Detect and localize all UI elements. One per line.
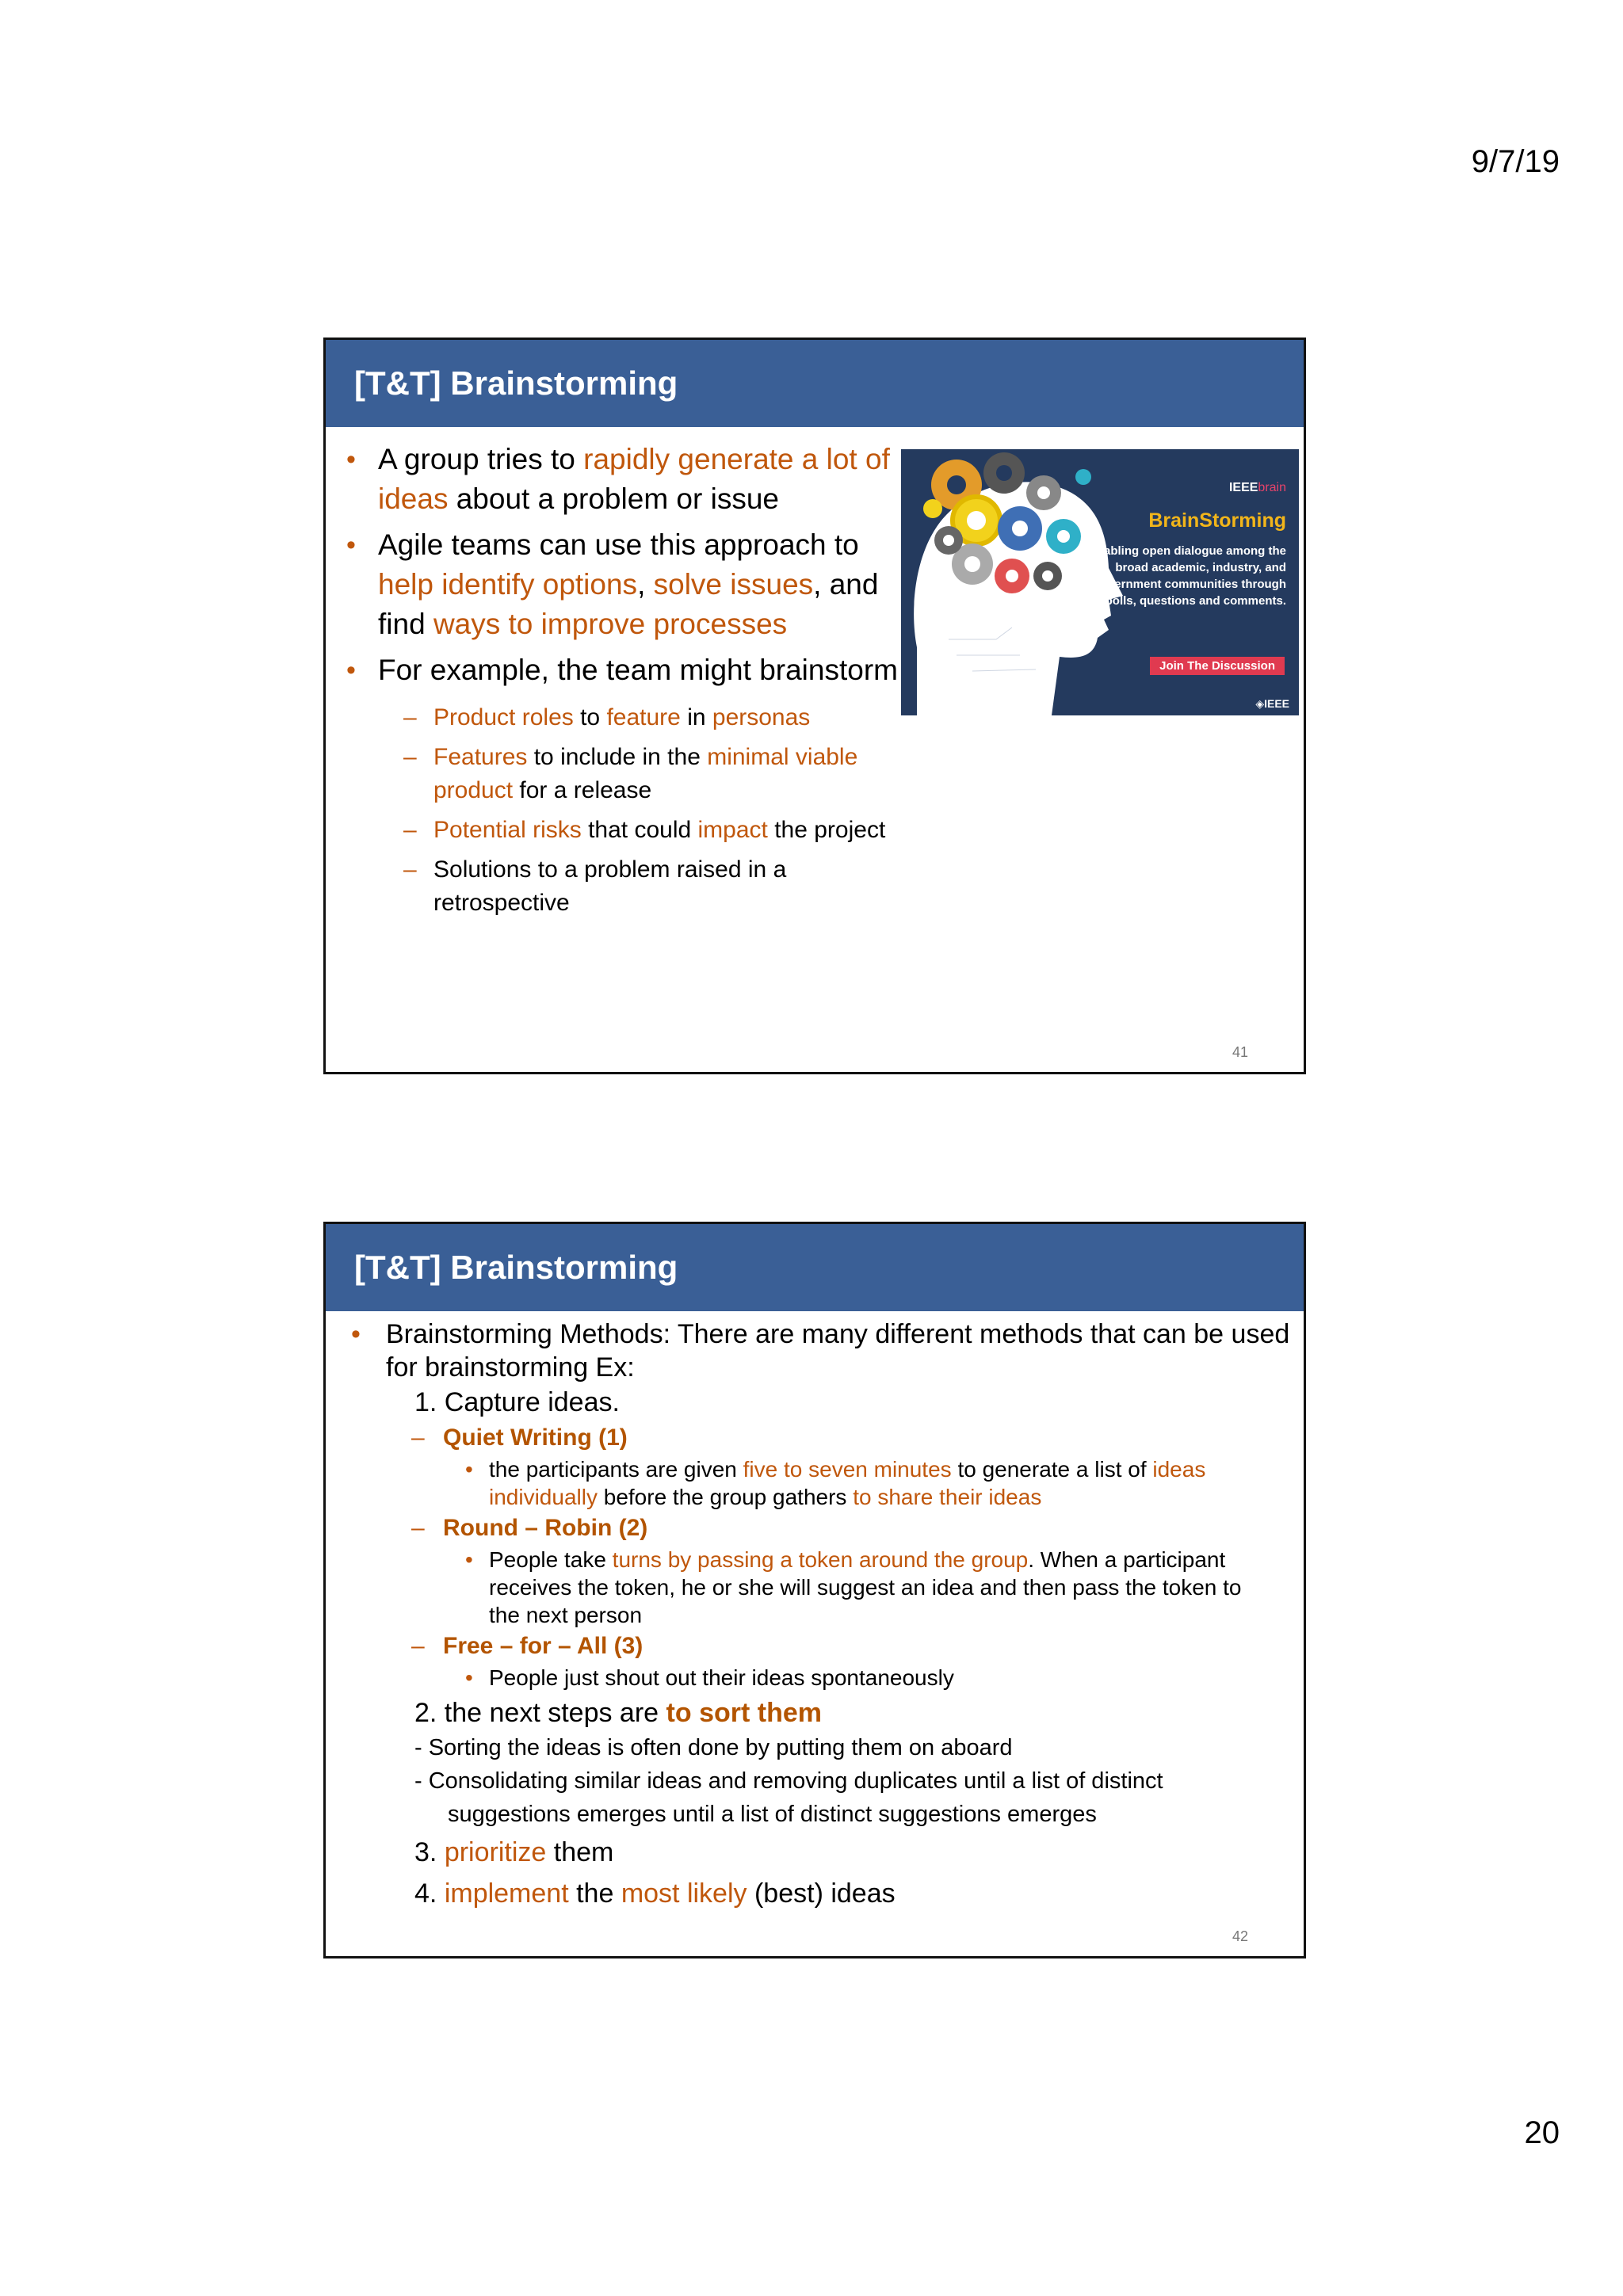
- banner-title: BrainStorming: [1148, 509, 1286, 532]
- slide-number: 41: [1232, 1044, 1248, 1060]
- bullet-highlight: solve issues: [653, 568, 814, 601]
- method-item: [340, 1421, 1291, 1455]
- step-highlight: prioritize: [444, 1837, 547, 1867]
- slide-42: [323, 1222, 1306, 1958]
- bullet-item: [340, 1318, 1291, 1384]
- sub-text: that could: [581, 817, 698, 843]
- method-label: Free – for – All (3): [443, 1633, 643, 1659]
- join-discussion-button: Join The Discussion: [1150, 657, 1285, 675]
- sub-text: Solutions to a problem raised in a retrospective: [433, 856, 787, 916]
- bullet-text: Brainstorming Methods: There are many different methods that can be used for brainstorming Ex:: [386, 1319, 1290, 1383]
- step-4: [340, 1875, 1291, 1912]
- sub-highlight: Potential risks: [433, 817, 582, 843]
- sub-bullet-item: [340, 814, 911, 847]
- sub-text: in: [680, 704, 712, 730]
- step-1: 1. Capture ideas.: [414, 1387, 620, 1417]
- sub-highlight: impact: [697, 817, 768, 843]
- bullet-highlight: ways to improve processes: [433, 608, 788, 640]
- brainstorming-banner-image: [901, 449, 1299, 715]
- bullet-dot-icon: •: [346, 655, 356, 685]
- sub-bullet-item: [340, 853, 911, 920]
- method-label: Quiet Writing (1): [443, 1425, 628, 1451]
- dash-icon: –: [403, 856, 417, 883]
- sort-line: - Consolidating similar ideas and removing duplicates until a list of distinct: [414, 1768, 1163, 1794]
- sub-bullet-item: [340, 741, 911, 807]
- ieee-brain-logo: [1229, 481, 1286, 495]
- sub-highlight: Product roles: [433, 704, 574, 730]
- bullet-dot-icon: •: [351, 1319, 361, 1349]
- bullet-dot-icon: •: [346, 530, 356, 560]
- bullet-dot-icon: •: [346, 444, 356, 475]
- bullet-text: Agile teams can use this approach to: [378, 528, 859, 561]
- desc-text: the participants are given: [489, 1457, 743, 1482]
- bullet-text: , and find: [378, 568, 879, 640]
- sub-highlight: Features: [433, 744, 528, 770]
- brand-prefix: IEEE: [1228, 481, 1258, 494]
- dash-icon: –: [403, 744, 417, 770]
- bullet-highlight: rapidly generate a lot of ideas: [378, 443, 890, 515]
- bullet-dot-icon: •: [465, 1457, 473, 1482]
- step-highlight: to sort them: [666, 1698, 822, 1728]
- bullet-highlight: help identify options: [378, 568, 638, 601]
- slide-number: 42: [1232, 1928, 1248, 1944]
- step-highlight: most likely: [621, 1878, 747, 1909]
- step-text: 4.: [414, 1878, 445, 1909]
- method-item: [340, 1629, 1291, 1664]
- step-text: the: [568, 1878, 621, 1909]
- desc-text: People take: [489, 1547, 613, 1572]
- dash-icon: –: [411, 1515, 425, 1541]
- sub-text: the project: [767, 817, 886, 843]
- slide-41: [323, 338, 1306, 1074]
- dash-icon: –: [411, 1425, 425, 1451]
- sort-line: - Sorting the ideas is often done by putting them on aboard: [414, 1735, 1013, 1760]
- desc-text: to generate a list of: [951, 1457, 1153, 1482]
- bullet-text: about a problem or issue: [448, 482, 779, 515]
- method-description: [340, 1546, 1291, 1629]
- method-description: [340, 1664, 1291, 1691]
- sub-text: for a release: [513, 777, 652, 803]
- bullet-text: A group tries to: [378, 443, 584, 475]
- slide-title: [T&T] Brainstorming: [354, 1249, 678, 1286]
- step-text: them: [546, 1837, 614, 1867]
- sub-highlight: minimal viable product: [433, 744, 858, 803]
- bullet-item: [340, 650, 911, 690]
- slide-header: [326, 1224, 1304, 1311]
- bullet-text: For example, the team might brainstorm: [378, 654, 898, 686]
- slide-body: [340, 1318, 1291, 1912]
- bullet-item: [340, 525, 911, 644]
- dash-icon: –: [411, 1633, 425, 1659]
- desc-text: before the group gathers: [597, 1485, 854, 1509]
- sub-highlight: personas: [712, 704, 811, 730]
- desc-text: People just shout out their ideas spontaneously: [489, 1665, 954, 1690]
- desc-highlight: ideas individually: [489, 1457, 1206, 1509]
- desc-highlight: five to seven minutes: [743, 1457, 952, 1482]
- desc-text: . When a participant receives the token, he or she will suggest an idea and then pass the token to the next person: [489, 1547, 1242, 1627]
- method-item: [340, 1511, 1291, 1546]
- step-highlight: implement: [444, 1878, 569, 1909]
- sub-bullet-item: [340, 701, 911, 734]
- step-2: [340, 1695, 1291, 1731]
- dash-icon: –: [403, 817, 417, 843]
- step-text: (best) ideas: [747, 1878, 896, 1909]
- sort-line: suggestions emerges until a list of distinct suggestions emerges: [448, 1802, 1097, 1827]
- slide-header: [326, 340, 1304, 427]
- step-text: 3.: [414, 1837, 445, 1867]
- method-label: Round – Robin (2): [443, 1515, 648, 1541]
- step-text: 2. the next steps are: [414, 1698, 666, 1728]
- sub-highlight: feature: [606, 704, 681, 730]
- page-date: 9/7/19: [1471, 144, 1560, 179]
- sub-text: to include in the: [527, 744, 708, 770]
- ieee-logo: ◈IEEE: [1255, 697, 1289, 710]
- banner-description: Enabling open dialogue among the broad academic, industry, and government communities through polls, questions and comments.: [1088, 544, 1286, 608]
- slide-title: [T&T] Brainstorming: [354, 364, 678, 402]
- page-number: 20: [1524, 2115, 1560, 2150]
- desc-highlight: to share their ideas: [853, 1485, 1042, 1509]
- slide-body: [340, 440, 911, 926]
- bullet-item: [340, 440, 911, 519]
- desc-highlight: turns by passing a token around the group: [612, 1547, 1029, 1572]
- sub-text: to: [573, 704, 607, 730]
- bullet-dot-icon: •: [465, 1665, 473, 1690]
- bullet-dot-icon: •: [465, 1547, 473, 1572]
- brand-word: brain: [1258, 481, 1286, 494]
- step-3: [340, 1834, 1291, 1871]
- bullet-text: ,: [637, 568, 654, 601]
- method-description: [340, 1455, 1291, 1511]
- dash-icon: –: [403, 704, 417, 730]
